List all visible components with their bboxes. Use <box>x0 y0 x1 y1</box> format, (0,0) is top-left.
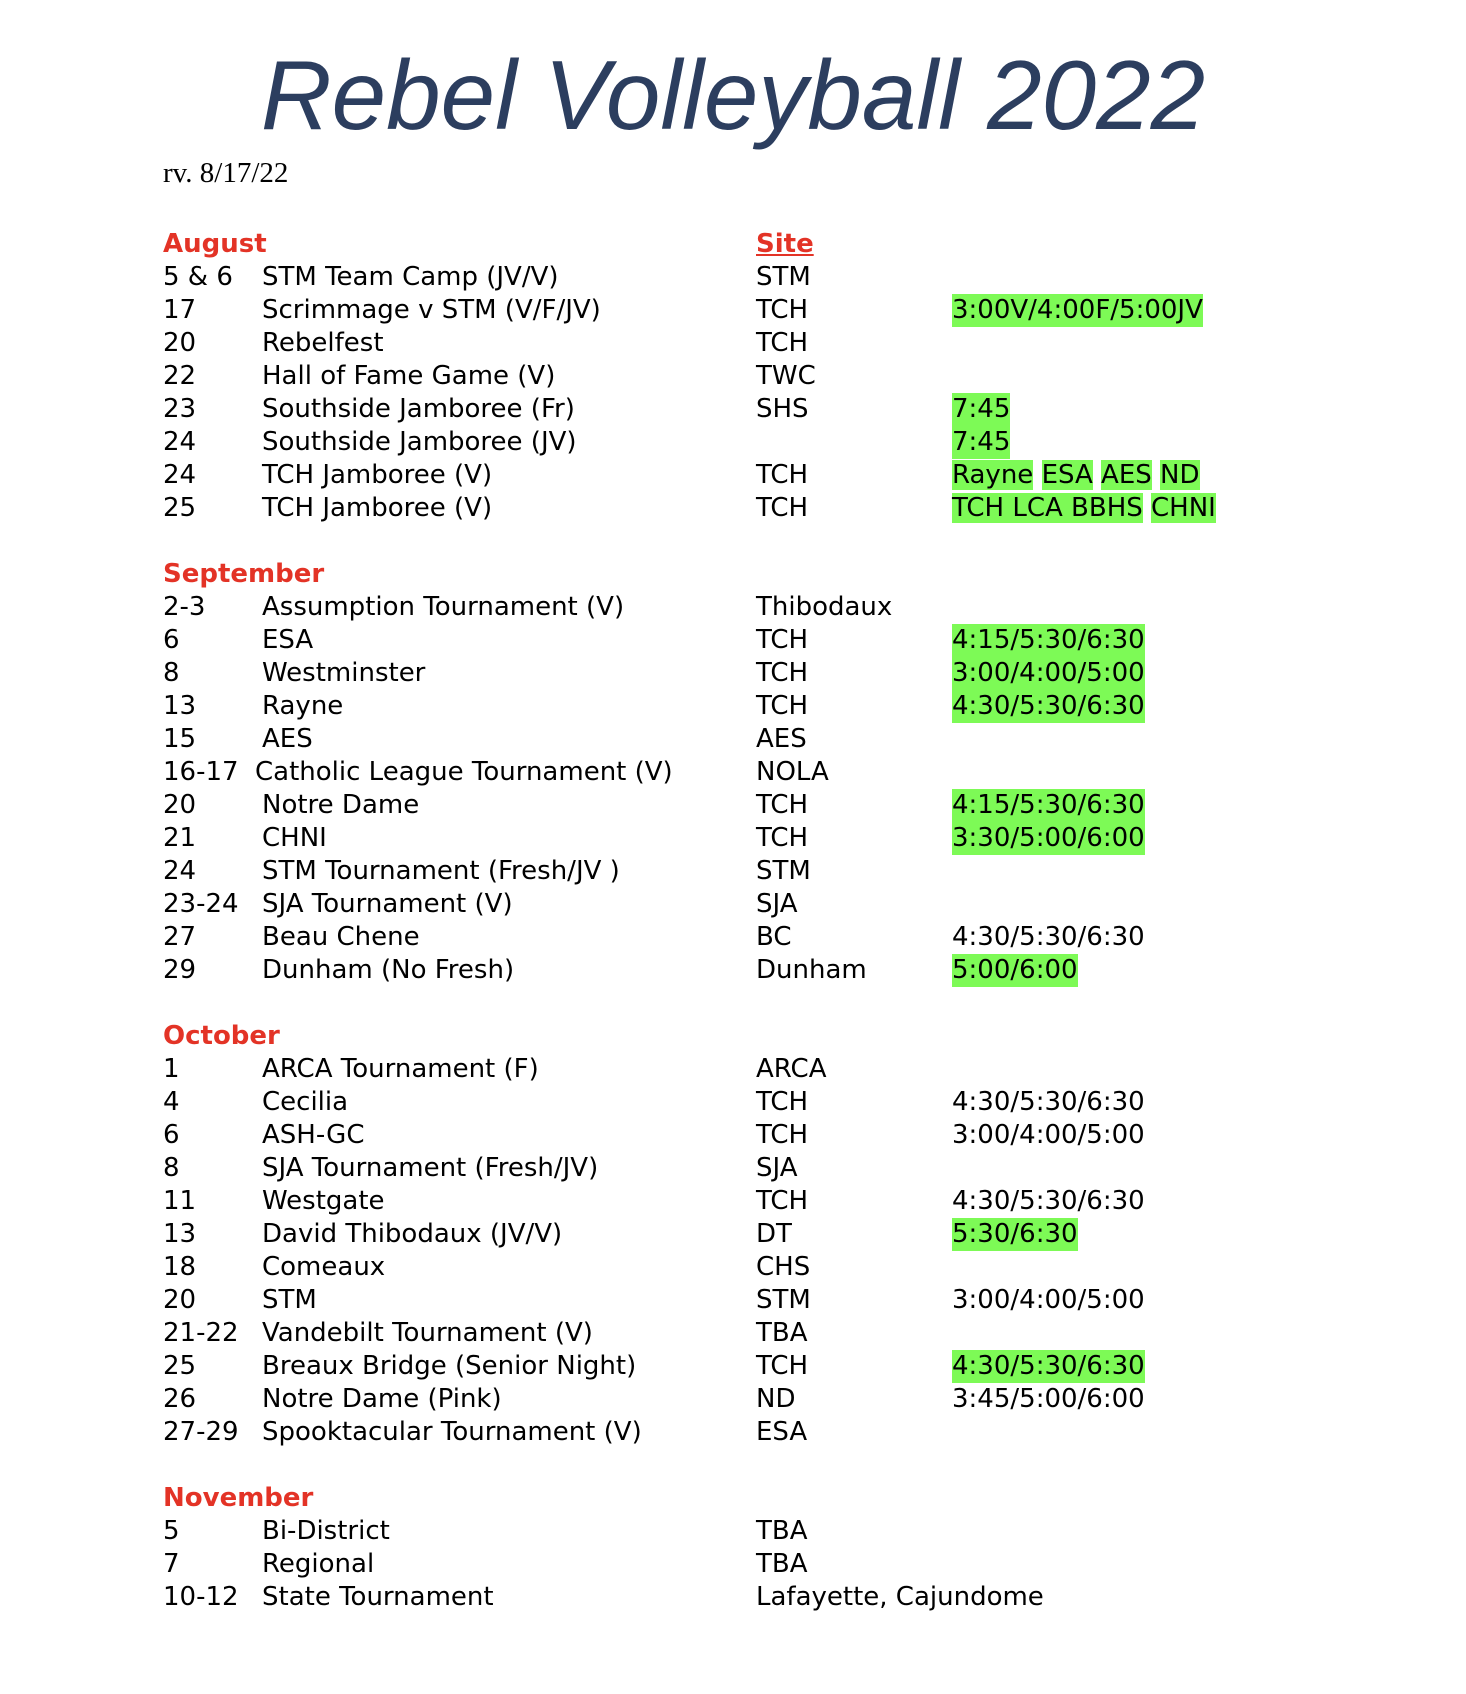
time-word: ND <box>1160 460 1200 490</box>
event-name: Bi-District <box>262 1516 390 1546</box>
event-site: TCH <box>756 691 809 721</box>
event-date: 20 <box>163 328 197 358</box>
schedule-row <box>0 1185 1466 1218</box>
event-date: 23 <box>163 394 197 424</box>
event-site: TCH <box>756 493 809 523</box>
schedule-row <box>0 954 1466 987</box>
schedule-row <box>0 459 1466 492</box>
event-name: Breaux Bridge (Senior Night) <box>262 1351 637 1381</box>
event-name: Beau Chene <box>262 922 420 952</box>
event-time <box>952 492 1216 525</box>
event-site: TBA <box>756 1516 808 1546</box>
schedule-row <box>0 1548 1466 1581</box>
event-date: 1 <box>163 1054 180 1084</box>
event-site: TCH <box>756 1186 809 1216</box>
event-site: TCH <box>756 295 809 325</box>
event-site: TCH <box>756 328 809 358</box>
event-name: Spooktacular Tournament (V) <box>262 1417 642 1447</box>
schedule-row <box>0 1284 1466 1317</box>
schedule-row <box>0 888 1466 921</box>
event-date: 2-3 <box>163 592 206 622</box>
schedule-row <box>0 756 1466 789</box>
event-name: Rebelfest <box>262 328 384 358</box>
event-time: 7:45 <box>952 427 1011 457</box>
event-site: CHS <box>756 1252 811 1282</box>
event-site: TBA <box>756 1549 808 1579</box>
event-site: STM <box>756 1285 811 1315</box>
event-name: ASH-GC <box>262 1120 365 1150</box>
schedule-row <box>0 1383 1466 1416</box>
event-name: Westminster <box>262 658 426 688</box>
event-date: 22 <box>163 361 197 391</box>
event-date: 21 <box>163 823 197 853</box>
event-time <box>952 459 1200 492</box>
event-date: 8 <box>163 1153 180 1183</box>
event-name: ARCA Tournament (F) <box>262 1054 539 1084</box>
event-time: 3:00/4:00/5:00 <box>952 1120 1145 1150</box>
event-name: TCH Jamboree (V) <box>262 460 493 490</box>
event-site: ARCA <box>756 1054 827 1084</box>
event-time: 3:00/4:00/5:00 <box>952 658 1145 688</box>
event-date: 24 <box>163 460 197 490</box>
event-site: Thibodaux <box>756 592 893 622</box>
event-name: Assumption Tournament (V) <box>262 592 625 622</box>
event-time: 3:30/5:00/6:00 <box>952 823 1145 853</box>
event-date: 5 & 6 <box>163 262 233 292</box>
event-name: Dunham (No Fresh) <box>262 955 515 985</box>
event-name: Cecilia <box>262 1087 349 1117</box>
schedule-list <box>0 228 1466 1614</box>
event-name: Southside Jamboree (Fr) <box>262 394 575 424</box>
event-time: 4:30/5:30/6:30 <box>952 691 1145 721</box>
event-site: TCH <box>756 1120 809 1150</box>
event-time: 4:30/5:30/6:30 <box>952 1186 1145 1216</box>
event-site: TCH <box>756 823 809 853</box>
month-name: August <box>163 229 267 259</box>
schedule-row <box>0 492 1466 525</box>
month-name: October <box>163 1021 280 1051</box>
schedule-row <box>0 327 1466 360</box>
schedule-row <box>0 1152 1466 1185</box>
event-name: Notre Dame <box>262 790 420 820</box>
schedule-row <box>0 657 1466 690</box>
schedule-row <box>0 822 1466 855</box>
time-word: CHNI <box>1151 493 1216 523</box>
schedule-row <box>0 1581 1466 1614</box>
event-date: 25 <box>163 493 197 523</box>
event-site: NOLA <box>756 757 829 787</box>
event-site: DT <box>756 1219 792 1249</box>
event-date: 17 <box>163 295 197 325</box>
event-date: 23-24 <box>163 889 239 919</box>
event-site: BC <box>756 922 792 952</box>
event-date: 27 <box>163 922 197 952</box>
time-word: TCH LCA BBHS <box>952 493 1143 523</box>
event-name: STM Tournament (Fresh/JV ) <box>262 856 620 886</box>
schedule-row <box>0 591 1466 624</box>
event-site: SJA <box>756 889 798 919</box>
event-name: SJA Tournament (Fresh/JV) <box>262 1153 599 1183</box>
event-date: 8 <box>163 658 180 688</box>
event-date: 13 <box>163 1219 197 1249</box>
schedule-row <box>0 690 1466 723</box>
event-date: 13 <box>163 691 197 721</box>
schedule-row <box>0 624 1466 657</box>
month-name: November <box>163 1483 314 1513</box>
event-name: Hall of Fame Game (V) <box>262 361 556 391</box>
schedule-row <box>0 294 1466 327</box>
schedule-row <box>0 723 1466 756</box>
event-date: 5 <box>163 1516 180 1546</box>
section-gap <box>0 525 1466 558</box>
time-word: AES <box>1101 460 1152 490</box>
event-site: Dunham <box>756 955 867 985</box>
schedule-row <box>0 1086 1466 1119</box>
event-date: 10-12 <box>163 1582 239 1612</box>
event-site: STM <box>756 262 811 292</box>
event-name: Catholic League Tournament (V) <box>255 757 673 787</box>
event-site: TBA <box>756 1318 808 1348</box>
schedule-row <box>0 789 1466 822</box>
event-name: STM Team Camp (JV/V) <box>262 262 559 292</box>
event-date: 7 <box>163 1549 180 1579</box>
time-word: Rayne <box>952 460 1034 490</box>
event-name: Vandebilt Tournament (V) <box>262 1318 593 1348</box>
event-date: 24 <box>163 856 197 886</box>
event-site: TCH <box>756 1351 809 1381</box>
event-date: 15 <box>163 724 197 754</box>
event-date: 20 <box>163 790 197 820</box>
event-name: TCH Jamboree (V) <box>262 493 493 523</box>
event-time: 4:30/5:30/6:30 <box>952 922 1145 952</box>
schedule-row <box>0 1416 1466 1449</box>
event-date: 27-29 <box>163 1417 239 1447</box>
event-time: 4:15/5:30/6:30 <box>952 790 1145 820</box>
event-date: 21-22 <box>163 1318 239 1348</box>
event-time: 4:15/5:30/6:30 <box>952 625 1145 655</box>
event-name: Notre Dame (Pink) <box>262 1384 502 1414</box>
event-name: SJA Tournament (V) <box>262 889 513 919</box>
event-date: 11 <box>163 1186 197 1216</box>
event-date: 18 <box>163 1252 197 1282</box>
event-name: Rayne <box>262 691 344 721</box>
event-site: TCH <box>756 1087 809 1117</box>
event-date: 20 <box>163 1285 197 1315</box>
schedule-row <box>0 1251 1466 1284</box>
event-date: 26 <box>163 1384 197 1414</box>
event-date: 6 <box>163 1120 180 1150</box>
event-time: 3:45/5:00/6:00 <box>952 1384 1145 1414</box>
revision-date: rv. 8/17/22 <box>163 157 289 189</box>
month-header <box>0 558 1466 591</box>
event-date: 4 <box>163 1087 180 1117</box>
page-title: Rebel Volleyball 2022 <box>260 40 1206 150</box>
event-time: 4:30/5:30/6:30 <box>952 1351 1145 1381</box>
event-site: SHS <box>756 394 809 424</box>
event-name: Southside Jamboree (JV) <box>262 427 577 457</box>
event-site: TWC <box>756 361 816 391</box>
event-time: 3:00/4:00/5:00 <box>952 1285 1145 1315</box>
event-site: TCH <box>756 460 809 490</box>
event-name: Scrimmage v STM (V/F/JV) <box>262 295 601 325</box>
event-site: TCH <box>756 658 809 688</box>
event-name: David Thibodaux (JV/V) <box>262 1219 563 1249</box>
schedule-row <box>0 393 1466 426</box>
event-site: ESA <box>756 1417 808 1447</box>
event-name: State Tournament <box>262 1582 494 1612</box>
event-time: 7:45 <box>952 394 1011 424</box>
schedule-row <box>0 1218 1466 1251</box>
section-gap <box>0 1449 1466 1482</box>
schedule-row <box>0 426 1466 459</box>
event-name: STM <box>262 1285 317 1315</box>
month-header <box>0 228 1466 261</box>
schedule-row <box>0 1317 1466 1350</box>
event-date: 16-17 <box>163 757 239 787</box>
event-date: 29 <box>163 955 197 985</box>
section-gap <box>0 987 1466 1020</box>
schedule-row <box>0 1515 1466 1548</box>
event-date: 24 <box>163 427 197 457</box>
schedule-row <box>0 1119 1466 1152</box>
event-name: ESA <box>262 625 314 655</box>
event-name: Comeaux <box>262 1252 386 1282</box>
event-site: AES <box>756 724 807 754</box>
event-name: Regional <box>262 1549 375 1579</box>
schedule-row <box>0 855 1466 888</box>
time-word: ESA <box>1041 460 1093 490</box>
event-time: 4:30/5:30/6:30 <box>952 1087 1145 1117</box>
event-time: 3:00V/4:00F/5:00JV <box>952 295 1203 325</box>
event-date: 6 <box>163 625 180 655</box>
event-site: SJA <box>756 1153 798 1183</box>
event-name: Westgate <box>262 1186 385 1216</box>
event-site: Lafayette, Cajundome <box>756 1582 1044 1612</box>
event-site: TCH <box>756 625 809 655</box>
schedule-row <box>0 360 1466 393</box>
schedule-row <box>0 1350 1466 1383</box>
month-header <box>0 1020 1466 1053</box>
month-header <box>0 1482 1466 1515</box>
month-name: September <box>163 559 325 589</box>
site-column-header: Site <box>756 229 814 259</box>
event-name: AES <box>262 724 313 754</box>
event-site: STM <box>756 856 811 886</box>
event-site: TCH <box>756 790 809 820</box>
event-site: ND <box>756 1384 796 1414</box>
schedule-row <box>0 1053 1466 1086</box>
schedule-row <box>0 921 1466 954</box>
event-time: 5:00/6:00 <box>952 955 1078 985</box>
event-date: 25 <box>163 1351 197 1381</box>
event-name: CHNI <box>262 823 327 853</box>
schedule-row <box>0 261 1466 294</box>
event-time: 5:30/6:30 <box>952 1219 1078 1249</box>
